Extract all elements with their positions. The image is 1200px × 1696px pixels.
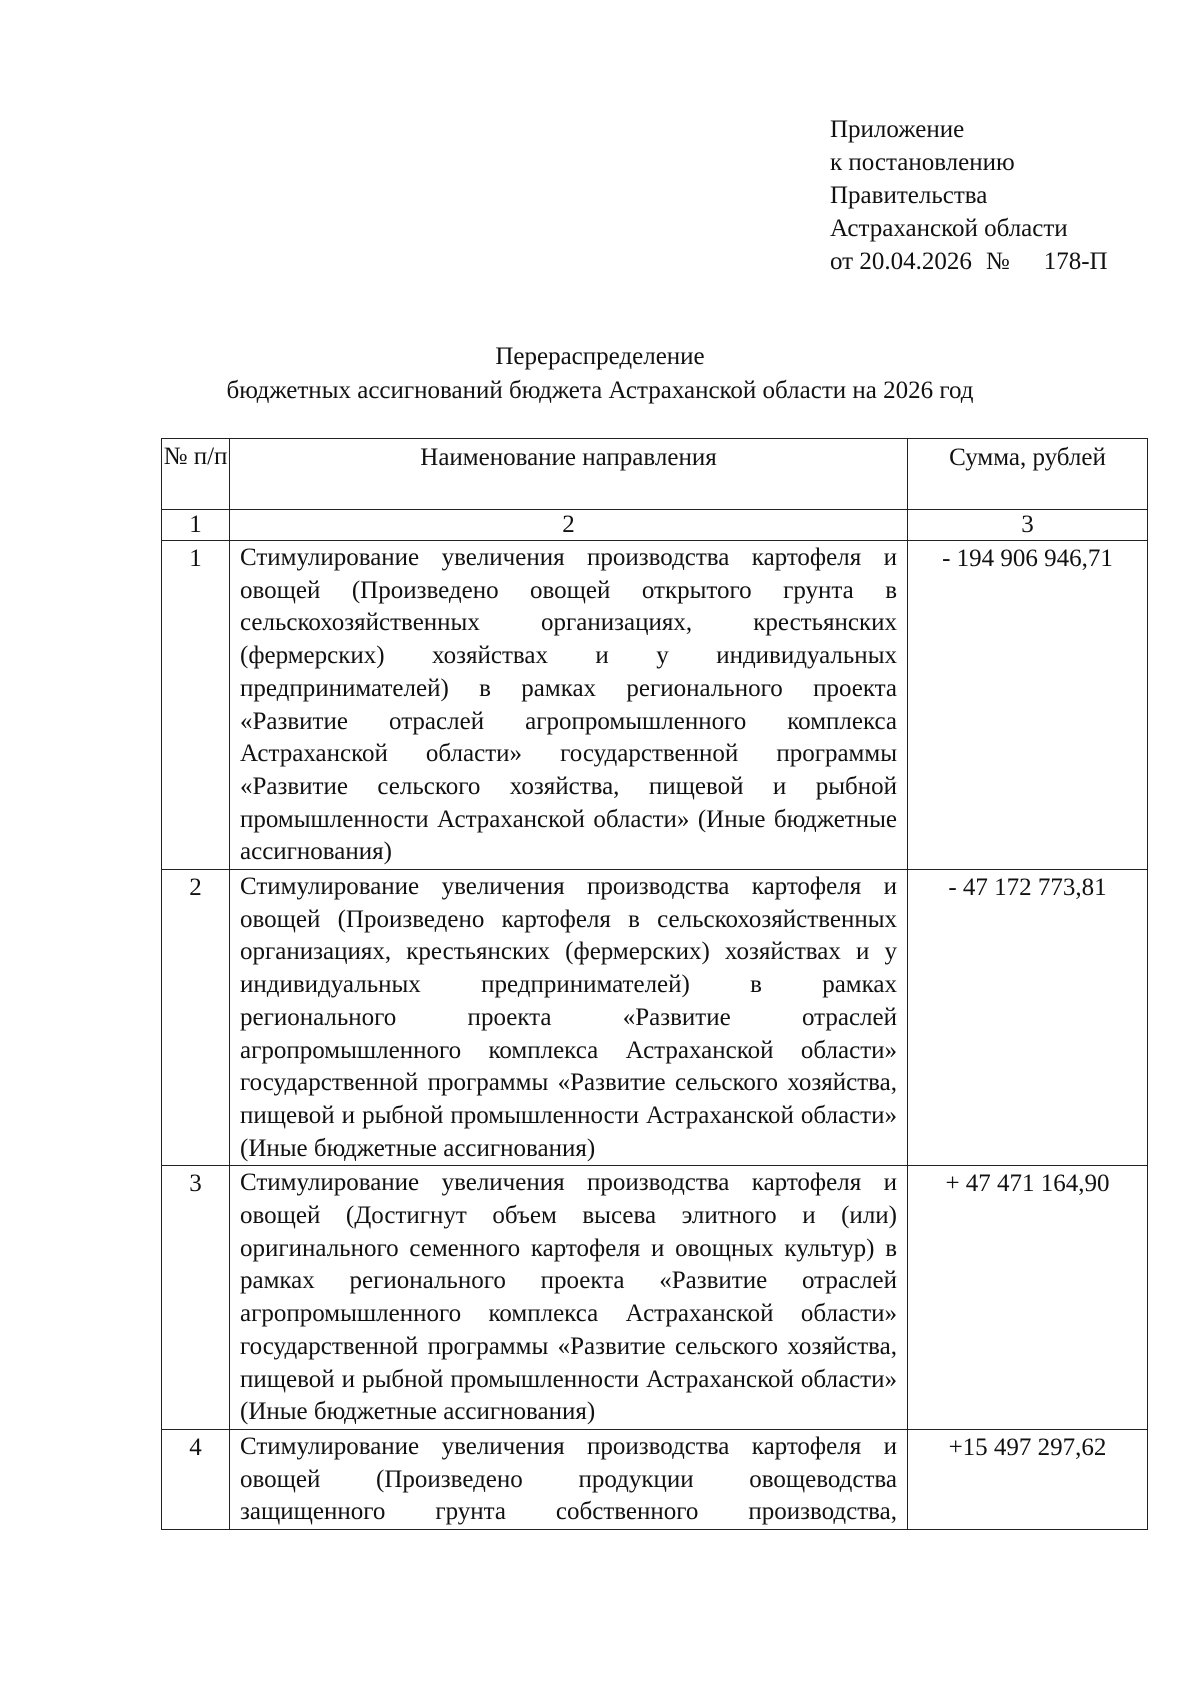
appendix-line-1: Приложение — [830, 116, 965, 143]
row-number: 1 — [162, 541, 230, 870]
row-name: Стимулирование увеличения производства картофеля и овощей (Произведено овощей открытого грунта в сельскохозяйственных организациях, крестьянских (фермерских) хозяйствах и у индивидуальных предпринимателей) в рамках регионального проекта «Развитие отраслей агропромышленного комплекса Астраханской области» государственной программы «Развитие сельского хозяйства, пищевой и рыбной промышленности Астраханской области» (Иные бюджетные ассигнования) — [230, 541, 908, 870]
column-index-2: 2 — [230, 510, 908, 541]
row-name: Стимулирование увеличения производства картофеля и овощей (Произведено продукции овощеводства защищенного грунта собственного производства, — [230, 1429, 908, 1529]
budget-table — [161, 438, 1148, 1530]
row-sum: + 47 471 164,90 — [908, 1166, 1148, 1430]
row-sum: +15 497 297,62 — [908, 1429, 1148, 1529]
appendix-line-2: к постановлению — [830, 149, 1015, 176]
appendix-date-line — [830, 245, 1150, 278]
appendix-number: 178-П — [1043, 248, 1108, 275]
header-name: Наименование направления — [230, 439, 908, 510]
header-num: № п/п — [162, 439, 230, 510]
appendix-line-4: Астраханской области — [830, 215, 1068, 242]
column-index-1: 1 — [162, 510, 230, 541]
table-row — [162, 541, 1148, 870]
table-header-row — [162, 439, 1148, 510]
column-index-3: 3 — [908, 510, 1148, 541]
appendix-header — [830, 113, 1150, 278]
row-name: Стимулирование увеличения производства картофеля и овощей (Достигнут объем высева элитного и (или) оригинального семенного картофеля и овощных культур) в рамках регионального проекта «Развитие отраслей агропромышленного комплекса Астраханской области» государственной программы «Развитие сельского хозяйства, пищевой и рыбной промышленности Астраханской области» (Иные бюджетные ассигнования) — [230, 1166, 908, 1430]
table-row — [162, 1166, 1148, 1430]
header-sum: Сумма, рублей — [908, 439, 1148, 510]
table-row — [162, 1429, 1148, 1529]
row-sum: - 194 906 946,71 — [908, 541, 1148, 870]
title-line-1: Перераспределение — [495, 343, 705, 370]
title-line-2: бюджетных ассигнований бюджета Астраханской области на 2026 год — [226, 377, 974, 404]
row-sum: - 47 172 773,81 — [908, 870, 1148, 1166]
row-number: 2 — [162, 870, 230, 1166]
row-number: 4 — [162, 1429, 230, 1529]
table-row — [162, 870, 1148, 1166]
appendix-line-3: Правительства — [830, 182, 988, 209]
document-title — [160, 340, 1040, 408]
row-name: Стимулирование увеличения производства картофеля и овощей (Произведено картофеля в сельскохозяйственных организациях, крестьянских (фермерских) хозяйствах и у индивидуальных предпринимателей) в рамках регионального проекта «Развитие отраслей агропромышленного комплекса Астраханской области» государственной программы «Развитие сельского хозяйства, пищевой и рыбной промышленности Астраханской области» (Иные бюджетные ассигнования) — [230, 870, 908, 1166]
row-number: 3 — [162, 1166, 230, 1430]
appendix-date: от 20.04.2026 — [830, 248, 972, 275]
column-index-row — [162, 510, 1148, 541]
appendix-number-sign: № — [985, 248, 1010, 275]
